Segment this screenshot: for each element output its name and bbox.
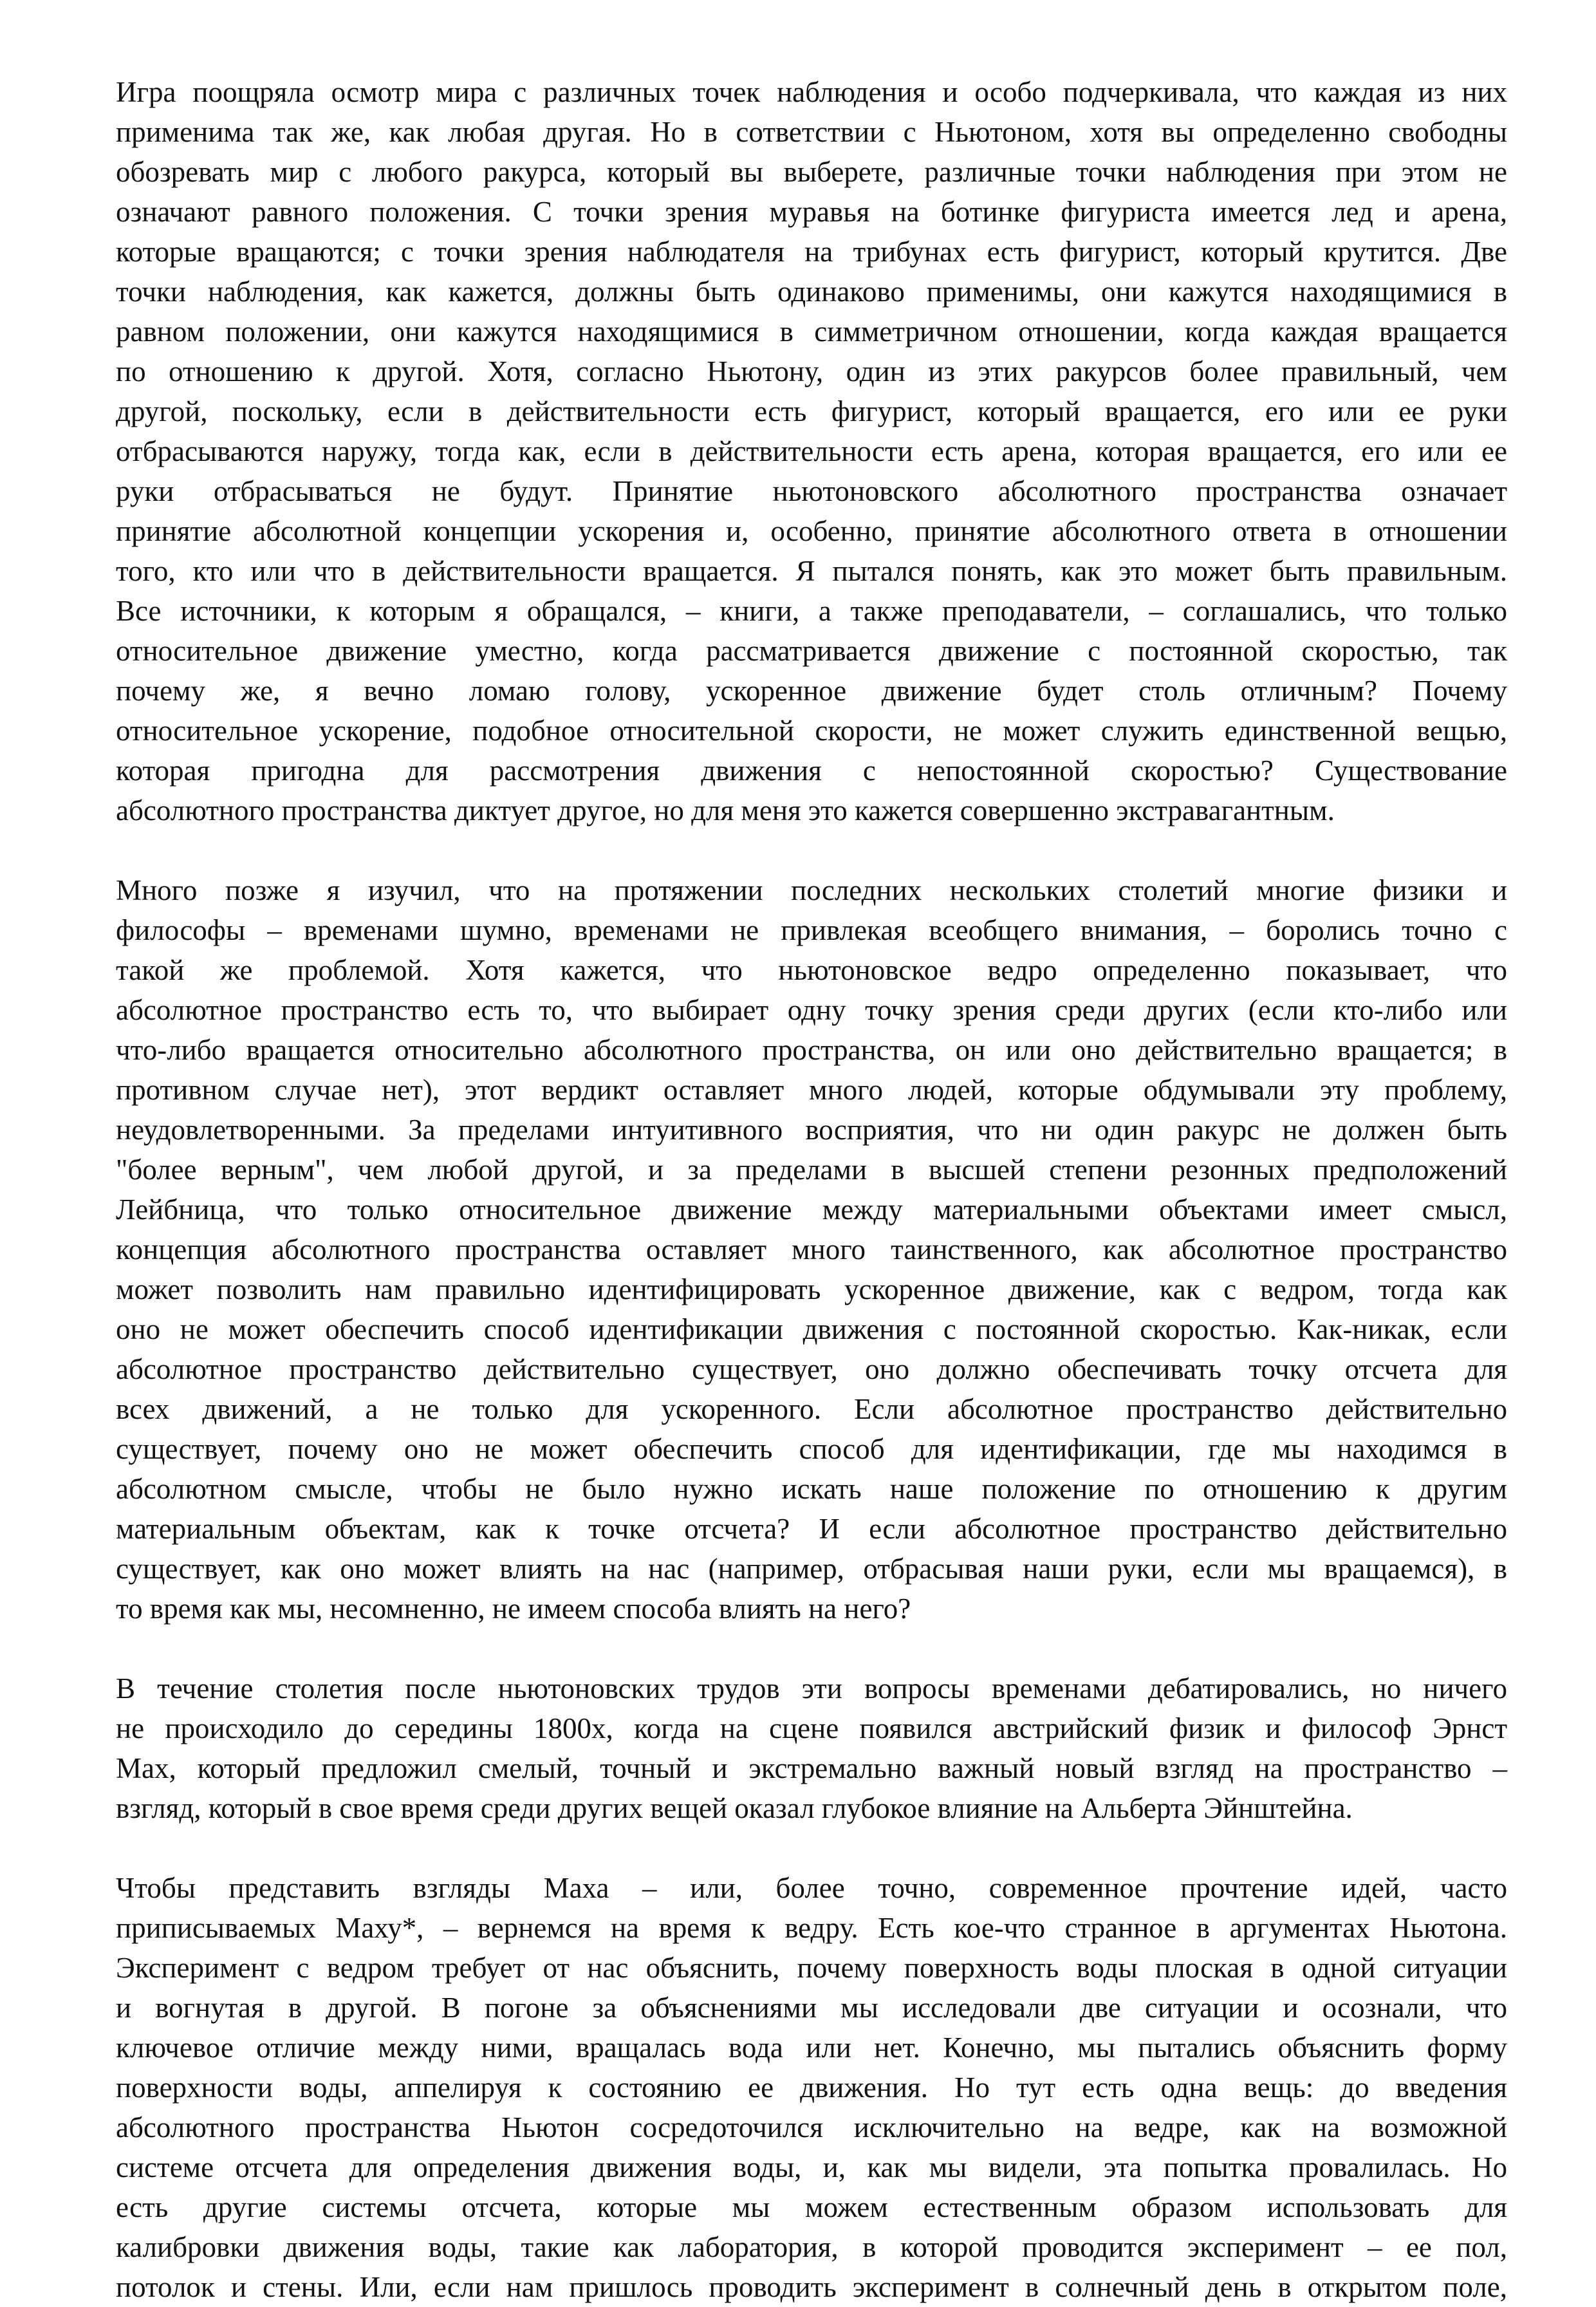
text-line: принятие абсолютной концепции ускорения и, особенно, принятие абсолютного ответа в отношении xyxy=(116,515,1507,547)
text-line: может позволить нам правильно идентифицировать ускоренное движение, как с ведром, тогда как xyxy=(116,1273,1507,1305)
paragraph-gap xyxy=(116,830,1507,870)
text-line: "более верным", чем любой другой, и за пределами в высшей степени резонных предположений xyxy=(116,1154,1507,1186)
text-line: такой же проблемой. Хотя кажется, что ньютоновское ведро определенно показывает, что xyxy=(116,954,1507,986)
text-line: ключевое отличие между ними, вращалась вода или нет. Конечно, мы пытались объяснить форму xyxy=(116,2031,1507,2064)
paragraph-1 xyxy=(116,72,1507,830)
text-line: абсолютное пространство действительно существует, оно должно обеспечивать точку отсчета для xyxy=(116,1353,1507,1385)
paragraph-4 xyxy=(116,1868,1507,2307)
text-line: по отношению к другой. Хотя, согласно Ньютону, один из этих ракурсов более правильный, чем xyxy=(116,355,1507,388)
text-line: абсолютное пространство есть то, что выбирает одну точку зрения среди других (если кто-либо или xyxy=(116,994,1507,1026)
text-line: существует, как оно может влиять на нас (например, отбрасывая наши руки, если мы вращаемся), в xyxy=(116,1553,1507,1585)
text-line: отбрасываются наружу, тогда как, если в действительности есть арена, которая вращается, его или ее xyxy=(116,435,1507,467)
text-line: Игра поощряла осмотр мира с различных точек наблюдения и особо подчеркивала, что каждая из них xyxy=(116,76,1507,108)
text-line: другой, поскольку, если в действительности есть фигурист, который вращается, его или ее руки xyxy=(116,395,1507,427)
text-line: относительное движение уместно, когда рассматривается движение с постоянной скоростью, так xyxy=(116,635,1507,667)
text-line: материальным объектам, как к точке отсчета? И если абсолютное пространство действительно xyxy=(116,1513,1507,1545)
text-line: калибровки движения воды, такие как лаборатория, в которой проводится эксперимент – ее пол, xyxy=(116,2231,1507,2263)
text-line: руки отбрасываться не будут. Принятие ньютоновского абсолютного пространства означает xyxy=(116,475,1507,507)
text-line: концепция абсолютного пространства оставляет много таинственного, как абсолютное пространство xyxy=(116,1233,1507,1266)
text-line: абсолютного пространства диктует другое, но для меня это кажется совершенно экстравагантным. xyxy=(116,794,1335,827)
text-line: не происходило до середины 1800х, когда на сцене появился австрийский физик и философ Эрнст xyxy=(116,1712,1507,1744)
text-line: применима так же, как любая другая. Но в сответствии с Ньютоном, хотя вы определенно свободны xyxy=(116,116,1507,148)
text-line: которая пригодна для рассмотрения движения с непостоянной скоростью? Существование xyxy=(116,754,1507,787)
text-line: точки наблюдения, как кажется, должны быть одинаково применимы, они кажутся находящимися в xyxy=(116,276,1507,308)
text-line: взгляд, который в свое время среди других вещей оказал глубокое влияние на Альберта Эйнштейна. xyxy=(116,1792,1353,1824)
text-line: существует, почему оно не может обеспечить способ для идентификации, где мы находимся в xyxy=(116,1433,1507,1465)
text-line: что-либо вращается относительно абсолютного пространства, он или оно действительно вращается; в xyxy=(116,1034,1507,1066)
paragraph-gap xyxy=(116,1828,1507,1868)
text-line: означают равного положения. С точки зрения муравья на ботинке фигуриста имеется лед и арена, xyxy=(116,196,1507,228)
paragraph-3 xyxy=(116,1668,1507,1828)
text-line: всех движений, а не только для ускоренного. Если абсолютное пространство действительно xyxy=(116,1393,1507,1425)
text-line: того, кто или что в действительности вращается. Я пытался понять, как это может быть правильным. xyxy=(116,555,1507,587)
text-line: оно не может обеспечить способ идентификации движения с постоянной скоростью. Как-никак, если xyxy=(116,1313,1507,1345)
text-line: равном положении, они кажутся находящимися в симметричном отношении, когда каждая вращается xyxy=(116,315,1507,348)
text-line: обозревать мир с любого ракурса, который вы выберете, различные точки наблюдения при этом не xyxy=(116,156,1507,188)
text-line: Эксперимент с ведром требует от нас объяснить, почему поверхность воды плоская в одной ситуации xyxy=(116,1952,1507,1984)
text-line: Лейбница, что только относительное движение между материальными объектами имеет смысл, xyxy=(116,1193,1507,1226)
text-line: Мах, который предложил смелый, точный и экстремально важный новый взгляд на пространство – xyxy=(116,1752,1507,1784)
text-line: философы – временами шумно, временами не привлекая всеобщего внимания, – боролись точно с xyxy=(116,914,1507,946)
text-line: поверхности воды, аппелируя к состоянию ее движения. Но тут есть одна вещь: до введения xyxy=(116,2071,1507,2104)
text-line: Все источники, к которым я обращался, – книги, а также преподаватели, – соглашались, что только xyxy=(116,595,1507,627)
paragraph-gap xyxy=(116,1629,1507,1668)
text-line: приписываемых Маху*, – вернемся на время к ведру. Есть кое-что странное в аргументах Ньютона. xyxy=(116,1912,1507,1944)
text-line: почему же, я вечно ломаю голову, ускоренное движение будет столь отличным? Почему xyxy=(116,675,1507,707)
text-line: и вогнутая в другой. В погоне за объяснениями мы исследовали две ситуации и осознали, что xyxy=(116,1992,1507,2024)
text-line: Чтобы представить взгляды Маха – или, более точно, современное прочтение идей, часто xyxy=(116,1872,1507,1904)
text-line: относительное ускорение, подобное относительной скорости, не может служить единственной вещью, xyxy=(116,715,1507,747)
text-line: есть другие системы отсчета, которые мы можем естественным образом использовать для xyxy=(116,2191,1507,2223)
text-line: потолок и стены. Или, если нам пришлось проводить эксперимент в солнечный день в открытом поле, xyxy=(116,2271,1507,2303)
text-line: неудовлетворенными. За пределами интуитивного восприятия, что ни один ракурс не должен быть xyxy=(116,1114,1507,1146)
text-line: противном случае нет), этот вердикт оставляет много людей, которые обдумывали эту проблему, xyxy=(116,1074,1507,1106)
text-line: то время как мы, несомненно, не имеем способа влиять на него? xyxy=(116,1592,911,1625)
text-line: абсолютном смысле, чтобы не было нужно искать наше положение по отношению к другим xyxy=(116,1473,1507,1505)
text-line: абсолютного пространства Ньютон сосредоточился исключительно на ведре, как на возможной xyxy=(116,2111,1507,2144)
text-line: Много позже я изучил, что на протяжении последних нескольких столетий многие физики и xyxy=(116,874,1507,906)
text-line: системе отсчета для определения движения воды, и, как мы видели, эта попытка провалилась. Но xyxy=(116,2151,1507,2183)
text-line: В течение столетия после ньютоновских трудов эти вопросы временами дебатировались, но ничего xyxy=(116,1672,1507,1705)
paragraph-2 xyxy=(116,870,1507,1629)
text-line: которые вращаются; с точки зрения наблюдателя на трибунах есть фигурист, который крутится. Две xyxy=(116,236,1507,268)
